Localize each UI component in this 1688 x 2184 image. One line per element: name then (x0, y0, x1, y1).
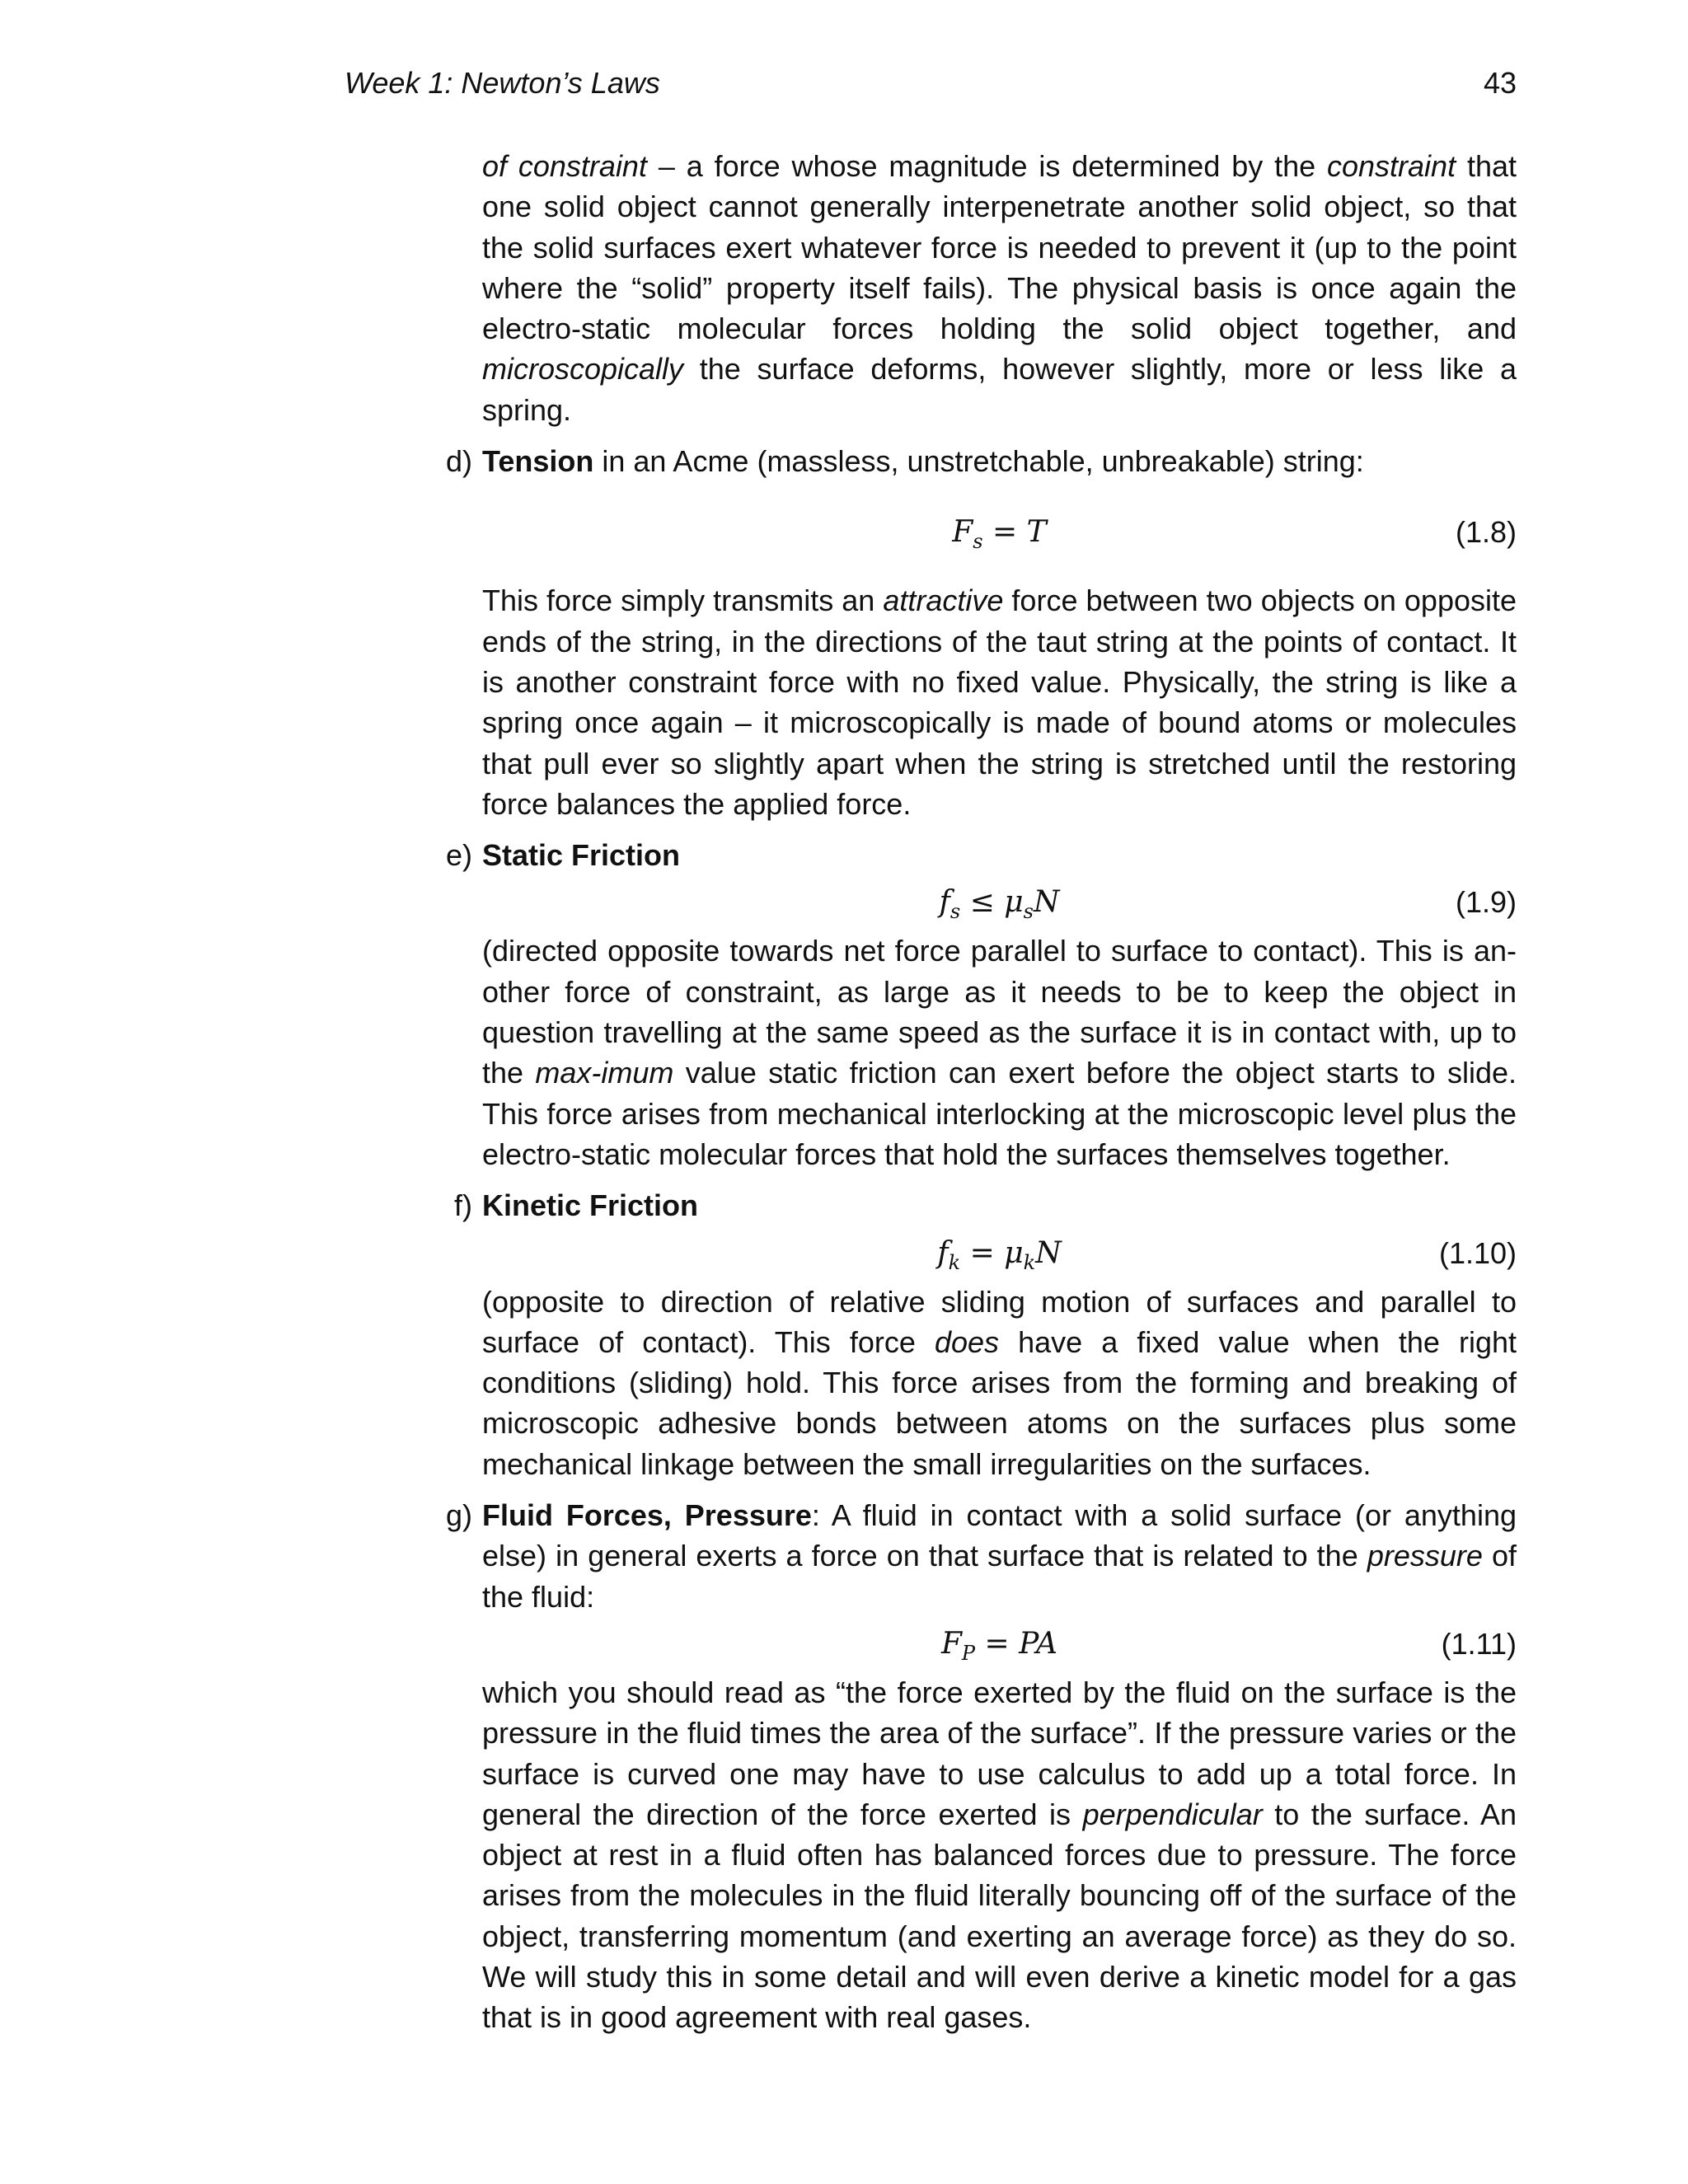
eq-operator: = (975, 1626, 1020, 1661)
equation-number: (1.11) (1441, 1626, 1517, 1661)
eq-operator: = (982, 515, 1027, 550)
equation-1-9 (482, 882, 1517, 922)
item-paragraph (482, 580, 1517, 824)
item-paragraph (482, 1672, 1517, 2038)
emphasis-text: attractive (883, 583, 1004, 618)
eq-symbol: N (1035, 1235, 1062, 1270)
eq-operator: = (960, 1235, 1005, 1270)
equation-body (482, 1624, 1517, 1664)
paragraph-text: value static friction can exert before the object starts to slide. This force arises from mechanical interlocking at the microscopic level plus the electro-static molecular forces that hold the surfaces themselves together. (482, 1056, 1517, 1171)
paragraph-text: to the surface. An object at rest in a fluid often has balanced forces due to pressure. The force arises from the molecules in the fluid literally bouncing off of the surface of the object, transferring momentum (and exerting an average force) as they do so. We will study this in some detail and will even derive a kinetic model for a gas that is in good agreement with real gases. (482, 1797, 1517, 2035)
item-heading-line (482, 1495, 1517, 1617)
list-item-tension (445, 441, 1517, 824)
eq-subscript: s (950, 900, 961, 924)
paragraph-text: (opposite to direction of relative sliding motion of surfaces and parallel to surface of contact). This force (482, 1284, 1517, 1359)
eq-subscript: k (948, 1250, 961, 1274)
intro-text: the surface deforms, however slightly, more or less like a spring. (482, 352, 1517, 427)
equation-body (482, 1233, 1517, 1273)
item-heading-line (482, 835, 1517, 875)
equation-body (482, 512, 1517, 552)
emphasis-text: of constraint (482, 149, 647, 183)
emphasis-text: microscopically (482, 352, 684, 387)
paragraph-text: have a fixed value when the right conditions (sliding) hold. This force arises from the forming and breaking of microscopic adhesive bonds between atoms on the surfaces plus some mechanical linkage between the small irregularities on the surfaces. (482, 1324, 1517, 1481)
eq-symbol: PA (1019, 1626, 1058, 1661)
item-heading: Fluid Forces, Pressure (482, 1498, 812, 1533)
emphasis-text: max-imum (535, 1056, 674, 1090)
eq-subscript: s (973, 530, 983, 554)
list-item-kinetic-friction (454, 1185, 1517, 1484)
paragraph-text: force between two objects on opposite ends of the string, in the directions of the taut string at the points of contact. It is another constraint force with no fixed value. Physically, the string is like a spring once again – it microscopically is made of bound atoms or molecules that pull ever so slightly apart when the string is stretched until the restoring force balances the applied force. (482, 583, 1517, 821)
item-heading: Kinetic Friction (482, 1188, 699, 1223)
eq-symbol: T (1026, 515, 1047, 550)
eq-symbol: f (937, 1235, 949, 1270)
eq-operator: ≤ (960, 885, 1005, 920)
eq-symbol: F (940, 1626, 962, 1661)
emphasis-text: pressure (1367, 1539, 1483, 1573)
eq-symbol: F (952, 515, 973, 550)
page-number: 43 (1483, 66, 1517, 100)
eq-subscript: s (1023, 900, 1034, 924)
item-heading-line (482, 441, 1517, 481)
eq-symbol: μ (1004, 885, 1024, 920)
paragraph-text: which you should read as “the force exerted by the fluid on the surface is the pressure in the fluid times the area of the surface”. If the pressure varies or the surface is curved one may have to use calculus to add up a total force. In general the direction of the force exerted is (482, 1675, 1517, 1831)
eq-symbol: N (1033, 885, 1060, 920)
item-label: d) (445, 444, 472, 479)
equation-number: (1.10) (1438, 1235, 1517, 1270)
item-heading-text: of the fluid: (482, 1539, 1517, 1614)
equation-1-10 (482, 1233, 1517, 1273)
item-label: e) (445, 838, 472, 873)
intro-text: that one solid object cannot generally interpenetrate another solid object, so that the solid surfaces exert whatever force is needed to prevent it (up to the point where the “solid” property itself fails). The physical basis is once again the electro-static molecular forces holding the solid object together, and (482, 149, 1517, 346)
intro-text: – a force whose magnitude is determined by the (646, 149, 1327, 183)
item-heading: Tension (482, 444, 594, 479)
paragraph-text: This force simply transmits an (482, 583, 884, 618)
item-heading-text: : A fluid in contact with a solid surface (or anything else) in general exerts a force on that surface that is related to the (482, 1498, 1517, 1573)
item-heading: Static Friction (482, 838, 681, 873)
running-title: Week 1: Newton’s Laws (345, 66, 660, 100)
equation-1-11 (482, 1624, 1517, 1664)
equation-number: (1.8) (1455, 515, 1517, 550)
eq-symbol: f (939, 885, 950, 920)
item-heading-line (482, 1185, 1517, 1226)
item-label: f) (454, 1188, 472, 1223)
list-item-fluid-forces (445, 1495, 1517, 2038)
item-paragraph (482, 1282, 1517, 1484)
emphasis-text: perpendicular (1082, 1797, 1263, 1831)
item-label: g) (445, 1498, 472, 1533)
intro-paragraph (482, 146, 1517, 430)
equation-number: (1.9) (1455, 885, 1517, 920)
running-header (345, 63, 1517, 104)
emphasis-text: constraint (1327, 149, 1456, 183)
body-text (445, 146, 1517, 2038)
paragraph-text: (directed opposite towards net force parallel to surface to contact). This is an-other force of constraint, as large as it needs to be to keep the object in question travelling at the same speed as the surface it is in contact with, up to the (482, 934, 1517, 1090)
eq-subscript: P (961, 1641, 976, 1665)
item-heading-text: in an Acme (massless, unstretchable, unbreakable) string: (593, 444, 1364, 479)
eq-symbol: μ (1004, 1235, 1024, 1270)
emphasis-text: does (934, 1324, 1000, 1359)
item-paragraph (482, 930, 1517, 1174)
eq-subscript: k (1023, 1250, 1036, 1274)
equation-body (482, 882, 1517, 922)
list-item-static-friction (445, 835, 1517, 1174)
equation-1-8 (482, 512, 1517, 552)
